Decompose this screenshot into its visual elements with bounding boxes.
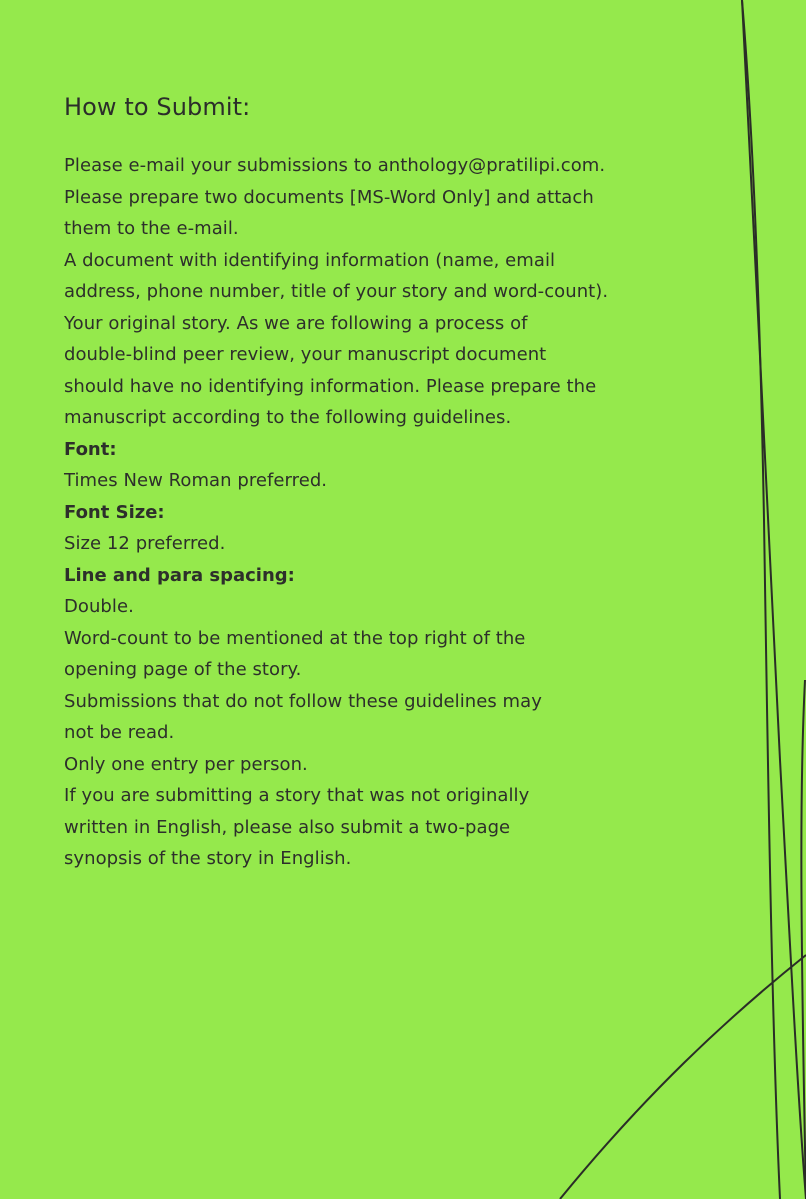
submission-instructions-paragraph: [64, 150, 754, 245]
paragraph-line: written in English, please also submit a two-page: [64, 816, 511, 838]
non-english-story-paragraph: [64, 780, 754, 875]
document-content: [64, 92, 754, 875]
paragraph-line: manuscript according to the following guidelines.: [64, 407, 512, 428]
page-title: How to Submit:: [64, 93, 251, 121]
paragraph-line: Word-count to be mentioned at the top right of the: [64, 627, 526, 649]
paragraph-line: them to the e-mail.: [64, 218, 239, 239]
paragraph-line: should have no identifying information. Please prepare the: [64, 375, 597, 397]
paragraph-line: opening page of the story.: [64, 659, 302, 680]
paragraph-line: Submissions that do not follow these guidelines may: [64, 690, 542, 712]
paragraph-line: not be read.: [64, 722, 175, 743]
guideline-label: Font Size:: [64, 501, 165, 523]
paragraph-line: A document with identifying information (name, email: [64, 249, 556, 271]
paragraph-line: If you are submitting a story that was not originally: [64, 785, 530, 806]
one-entry-paragraph: [64, 749, 754, 781]
guideline-label: Line and para spacing:: [64, 564, 295, 586]
font-size-guideline: [64, 497, 754, 560]
guideline-value: Times New Roman preferred.: [64, 470, 328, 491]
word-count-paragraph: [64, 623, 754, 686]
paragraph-line: Please prepare two documents [MS-Word Only] and attach: [64, 186, 594, 208]
non-compliance-paragraph: [64, 686, 754, 749]
guideline-value: Double.: [64, 596, 134, 617]
identifying-info-paragraph: [64, 245, 754, 308]
paragraph-line: Your original story. As we are following a process of: [64, 312, 528, 334]
paragraph-line: Please e-mail your submissions to anthology@pratilipi.com.: [64, 155, 606, 176]
font-guideline: [64, 434, 754, 497]
original-story-paragraph: [64, 308, 754, 434]
paragraph-line: double-blind peer review, your manuscript document: [64, 344, 547, 365]
decor-curve-4: [801, 680, 806, 1199]
guideline-value: Size 12 preferred.: [64, 533, 226, 554]
spacing-guideline: [64, 560, 754, 623]
paragraph-line: synopsis of the story in English.: [64, 848, 352, 869]
paragraph-line: address, phone number, title of your story and word-count).: [64, 281, 609, 302]
guideline-label: Font:: [64, 438, 117, 460]
decor-curve-3: [560, 955, 806, 1199]
paragraph-line: Only one entry per person.: [64, 753, 308, 775]
